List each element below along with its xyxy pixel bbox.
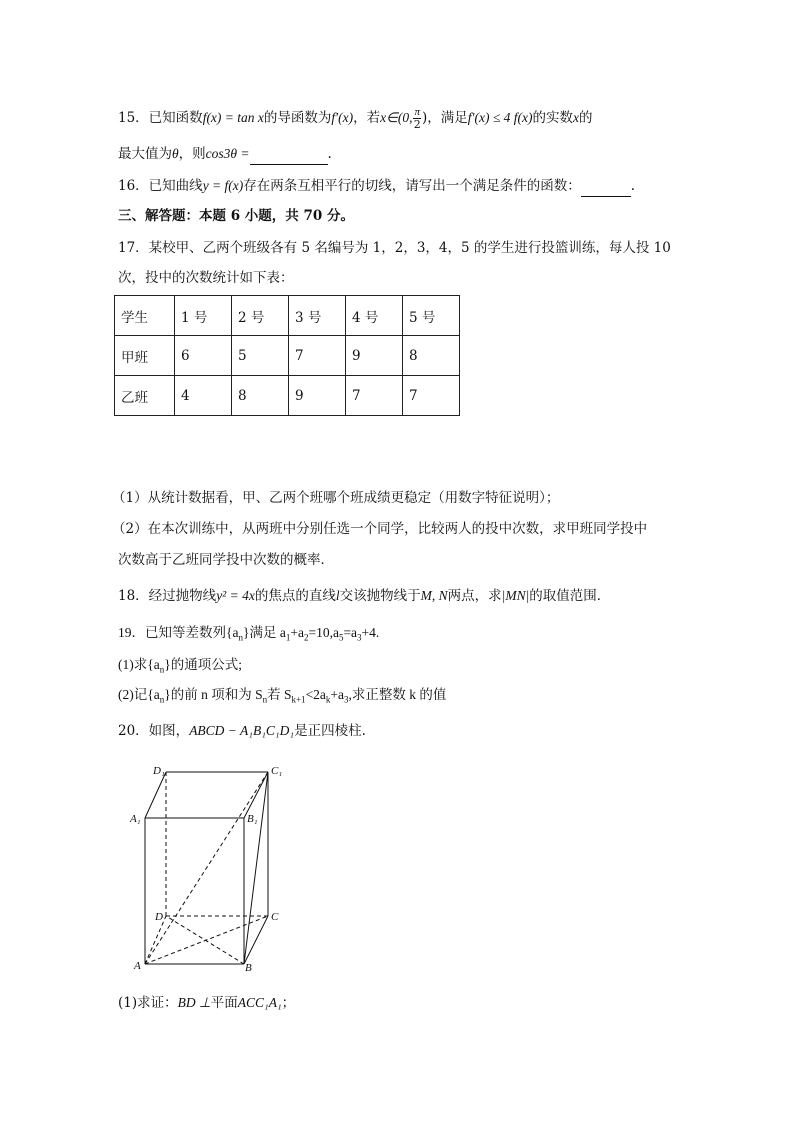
table-cell: 9 — [289, 376, 346, 416]
q15-text-7: 最大值为 — [118, 146, 172, 162]
table-cell: 6 — [175, 336, 232, 376]
q15-theta: θ — [172, 146, 179, 161]
q19-text-6: +4. — [361, 625, 380, 640]
q18-text-1: 18．经过抛物线 — [118, 588, 217, 604]
table-header-cell: 5 号 — [403, 296, 460, 336]
table-cell: 8 — [232, 376, 289, 416]
q16-text-1: 16．已知曲线 — [118, 178, 203, 194]
q19-sub: 1 — [285, 632, 291, 643]
q20-sub1-text-1: (1)求证： — [118, 995, 178, 1011]
q19-sub2 — [118, 685, 446, 710]
table-header-cell: 学生 — [115, 296, 175, 336]
q20-sub1-text-3: ； — [281, 995, 296, 1011]
table-header-row — [115, 296, 460, 336]
q15-pi-over-2 — [413, 106, 421, 131]
q19-sub: 3 — [344, 694, 349, 705]
q19-sub1-text-2: }的通项公式; — [164, 657, 242, 672]
q19-sub2-text-3: 若 S — [267, 687, 292, 702]
q19-sub: 5 — [338, 632, 344, 643]
q19-text-2: }满足 a — [242, 625, 286, 640]
table-cell: 7 — [346, 376, 403, 416]
q19-sub2-text-5: +a — [330, 687, 345, 702]
q15-text-1: 15．已知函数 — [118, 110, 203, 126]
label-D1: D₁ — [153, 765, 165, 777]
edge-BC1 — [244, 772, 268, 964]
q19-line1 — [118, 623, 379, 648]
table-header-cell: 2 号 — [232, 296, 289, 336]
q19-sub2-text-2: }的前 n 项和为 S — [164, 687, 263, 702]
q15-x: x — [572, 110, 579, 125]
q18-abs-mn: |MN| — [501, 588, 530, 603]
table-row — [115, 336, 460, 376]
q18-points: M, N — [420, 588, 448, 603]
label-C1: C₁ — [271, 765, 283, 777]
q20-sub1-text-2: 平面 — [210, 995, 238, 1011]
q15-line1 — [118, 106, 592, 131]
edge-AD — [145, 916, 166, 964]
q18-text-5: 的取值范围． — [529, 588, 611, 604]
q19-sub-k1: k+1 — [291, 694, 306, 705]
q19-sub2-text-6: ,求正整数 k 的值 — [348, 687, 447, 702]
q19-sub-n: n — [159, 694, 165, 705]
q19-sub-n: n — [262, 694, 268, 705]
q15-answer-blank — [250, 144, 328, 165]
q15-pi: π — [414, 106, 420, 118]
q19-text-3: +a — [290, 625, 304, 640]
q15-line2 — [118, 144, 332, 165]
q15-period: . — [327, 146, 332, 162]
q19-sub: 2 — [303, 632, 309, 643]
q19-sub-n: n — [159, 664, 165, 675]
q18-parabola: y² = 4x — [216, 588, 255, 603]
label-A1: A₁ — [130, 813, 141, 825]
q15-two: 2 — [413, 118, 421, 131]
section-heading: 三、解答题：本题 6 小题，共 70 分。 — [118, 208, 354, 224]
q19-text-5: =a — [343, 625, 358, 640]
edge-B1C1 — [244, 772, 268, 818]
q17-sub2-line2: 次数高于乙班同学投中次数的概率． — [118, 552, 334, 568]
edge-AC — [145, 916, 268, 964]
q20-prism: ABCD − A₁B₁C₁D₁ — [189, 723, 295, 738]
q16-text-2: 存在两条互相平行的切线，请写出一个满足条件的函数： — [243, 178, 581, 194]
q18-text-4: 两点，求 — [447, 588, 502, 604]
table-cell: 乙班 — [115, 376, 175, 416]
q15-text-8: ，则 — [178, 146, 206, 162]
edge-AC1 — [145, 772, 268, 964]
label-B1: B₁ — [247, 813, 258, 825]
q15-text-4: ，满足 — [427, 110, 468, 126]
q15-derivative: f′(x) — [331, 110, 354, 125]
q16-answer-blank — [581, 176, 631, 197]
table-cell: 9 — [346, 336, 403, 376]
label-B: B — [245, 962, 252, 974]
table-cell: 5 — [232, 336, 289, 376]
table-cell: 甲班 — [115, 336, 175, 376]
q16-line — [118, 176, 635, 197]
q16-curve: y = f(x) — [202, 178, 244, 193]
table-cell: 8 — [403, 336, 460, 376]
q15-cos: cos3θ = — [205, 146, 250, 161]
table-header-cell: 1 号 — [175, 296, 232, 336]
q20-sub1 — [118, 993, 295, 1013]
q15-text-5: 的实数 — [532, 110, 573, 126]
q20-text-1: 20．如图， — [118, 723, 190, 739]
q15-condition: x∈(0, — [380, 110, 413, 125]
score-table — [114, 295, 460, 416]
q19-sub-n: n — [238, 632, 243, 643]
table-row — [115, 376, 460, 416]
q20-bd-perp: BD ⊥ — [177, 995, 211, 1010]
label-D: D — [155, 911, 163, 923]
q17-sub2-line1: （2）在本次训练中，从两班中分别任选一个同学，比较两人的投中次数，求甲班同学投中 — [112, 521, 648, 537]
q16-period: . — [630, 178, 636, 194]
q15-text-2: 的导函数为 — [263, 110, 332, 126]
q18-text-3: 交该抛物线于 — [339, 588, 421, 604]
q19-sub2-text-4: <2a — [305, 687, 326, 702]
label-C: C — [271, 911, 279, 923]
table-cell: 4 — [175, 376, 232, 416]
table-cell: 7 — [403, 376, 460, 416]
label-A: A — [134, 960, 141, 972]
q19-sub: 3 — [357, 632, 362, 643]
edge-A1D1 — [145, 772, 166, 818]
q18-text-2: 的焦点的直线 — [254, 588, 336, 604]
edge-BC — [244, 916, 268, 964]
q19-text-1: 19．已知等差数列{a — [118, 625, 239, 640]
q15-inequality: f′(x) ≤ 4 f(x) — [467, 110, 533, 125]
q15-close-paren: ) — [421, 110, 428, 126]
edge-BD — [166, 916, 244, 964]
q17-sub1: （1）从统计数据看，甲、乙两个班哪个班成绩更稳定（用数字特征说明）； — [112, 490, 560, 506]
table-header-cell: 3 号 — [289, 296, 346, 336]
q19-sub1-text-1: (1)求{a — [118, 657, 160, 672]
q18-line-l: l — [335, 588, 340, 603]
q19-text-4: =10,a — [308, 625, 339, 640]
q20-plane: ACC₁A₁ — [237, 995, 282, 1010]
table-header-cell: 4 号 — [346, 296, 403, 336]
q17-line2: 次，投中的次数统计如下表： — [118, 270, 294, 286]
q20-text-2: 是正四棱柱. — [294, 723, 366, 739]
q17-line1: 17．某校甲、乙两个班级各有 5 名编号为 1，2，3，4，5 的学生进行投篮训练，每人投 10 — [118, 240, 671, 256]
table-cell: 7 — [289, 336, 346, 376]
q15-text-3: ，若 — [353, 110, 381, 126]
q19-sub-k: k — [325, 694, 331, 705]
q18-line — [118, 586, 610, 606]
q19-sub2-text-1: (2)记{a — [118, 687, 160, 702]
q19-sub1 — [118, 655, 242, 680]
q15-function: f(x) = tan x — [202, 110, 264, 125]
q20-line — [118, 721, 366, 741]
q15-text-6: 的 — [578, 110, 593, 126]
prism-figure — [125, 760, 295, 975]
